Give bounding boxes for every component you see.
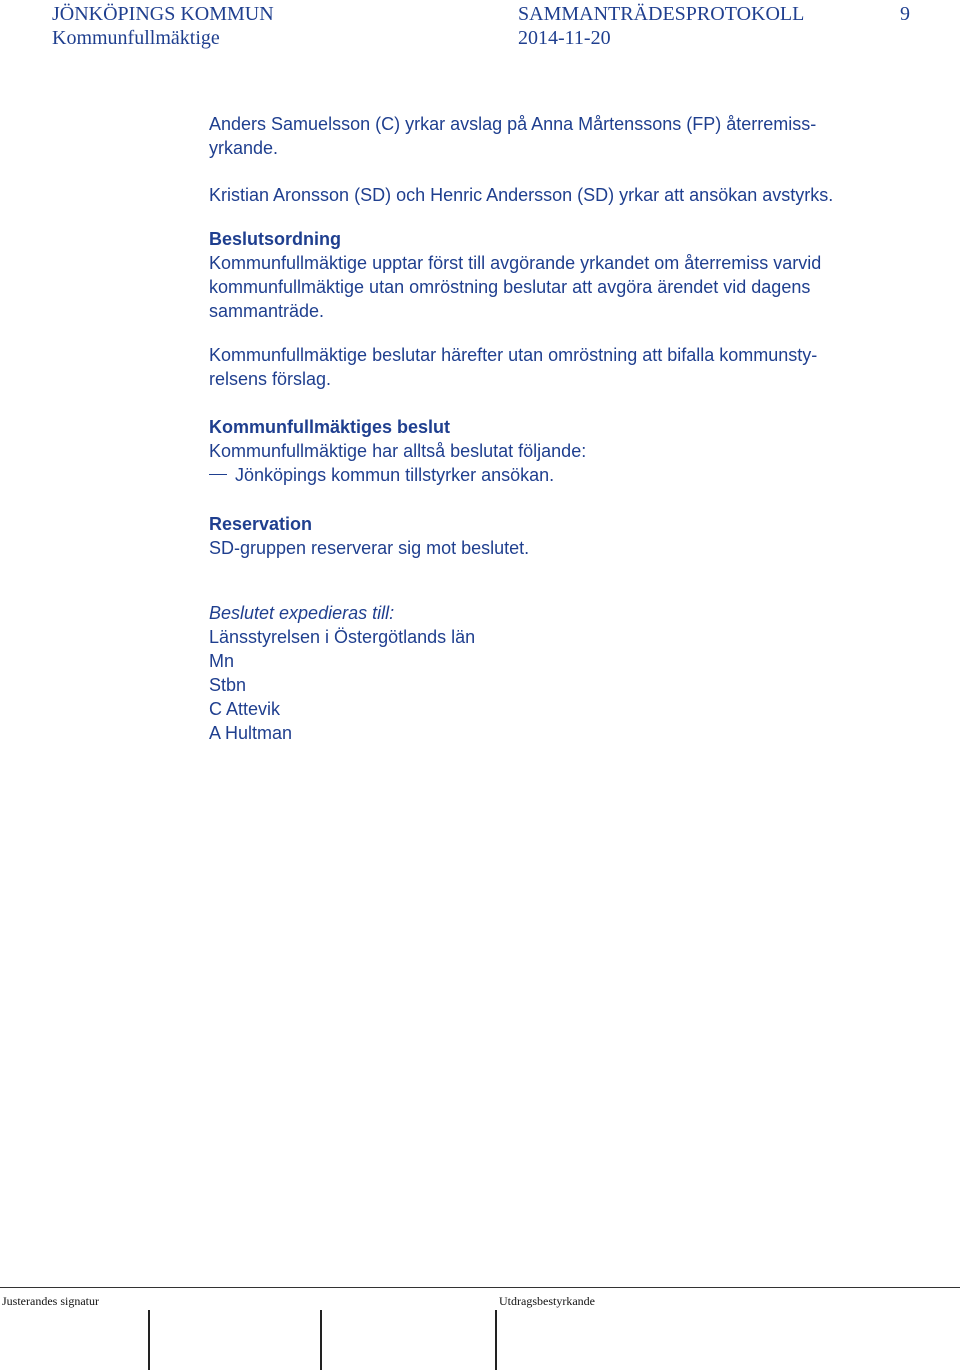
decision-list-item <box>209 463 554 487</box>
paragraph-line: Anders Samuelsson (C) yrkar avslag på Anna Mårtenssons (FP) återremiss- <box>209 114 817 134</box>
footer-divider <box>0 1287 960 1288</box>
signature-field-divider <box>320 1310 322 1370</box>
paragraph-line: SD-gruppen reserverar sig mot beslutet. <box>209 538 530 558</box>
signature-field-divider <box>495 1310 497 1370</box>
section-heading-beslutsordning: Beslutsordning <box>209 229 342 249</box>
signature-field-divider <box>148 1310 150 1370</box>
paragraph-line: relsens förslag. <box>209 369 332 389</box>
paragraph-line: kommunfullmäktige utan omröstning beslutar att avgöra ärendet vid dagens <box>209 277 811 297</box>
recipient-item: Mn <box>209 651 235 671</box>
page-number: 9 <box>900 3 910 25</box>
decision-item-text: Jönköpings kommun tillstyrker ansökan. <box>235 465 555 485</box>
recipient-item: Stbn <box>209 675 247 695</box>
document-type: SAMMANTRÄDESPROTOKOLL <box>518 3 805 25</box>
dash-bullet-icon <box>209 474 227 476</box>
recipient-item: Länsstyrelsen i Östergötlands län <box>209 627 476 647</box>
paragraph-line: Kristian Aronsson (SD) och Henric Andersson (SD) yrkar att ansökan avstyrks. <box>209 185 834 205</box>
meeting-date: 2014-11-20 <box>518 27 611 49</box>
paragraph-line: Kommunfullmäktige har alltså beslutat följande: <box>209 441 587 461</box>
recipient-item: A Hultman <box>209 723 293 743</box>
distribution-heading: Beslutet expedieras till: <box>209 603 395 623</box>
extract-label: Utdragsbestyrkande <box>499 1294 595 1308</box>
section-heading-beslut: Kommunfullmäktiges beslut <box>209 417 451 437</box>
recipient-item: C Attevik <box>209 699 281 719</box>
paragraph-line: sammanträde. <box>209 301 325 321</box>
org-name: JÖNKÖPINGS KOMMUN <box>52 3 274 25</box>
paragraph-line: Kommunfullmäktige beslutar härefter utan omröstning att bifalla kommunsty- <box>209 345 818 365</box>
section-heading-reservation: Reservation <box>209 514 313 534</box>
paragraph-line: Kommunfullmäktige upptar först till avgörande yrkandet om återremiss varvid <box>209 253 822 273</box>
body-name: Kommunfullmäktige <box>52 27 220 49</box>
paragraph-line: yrkande. <box>209 138 279 158</box>
signature-label: Justerandes signatur <box>2 1294 99 1308</box>
